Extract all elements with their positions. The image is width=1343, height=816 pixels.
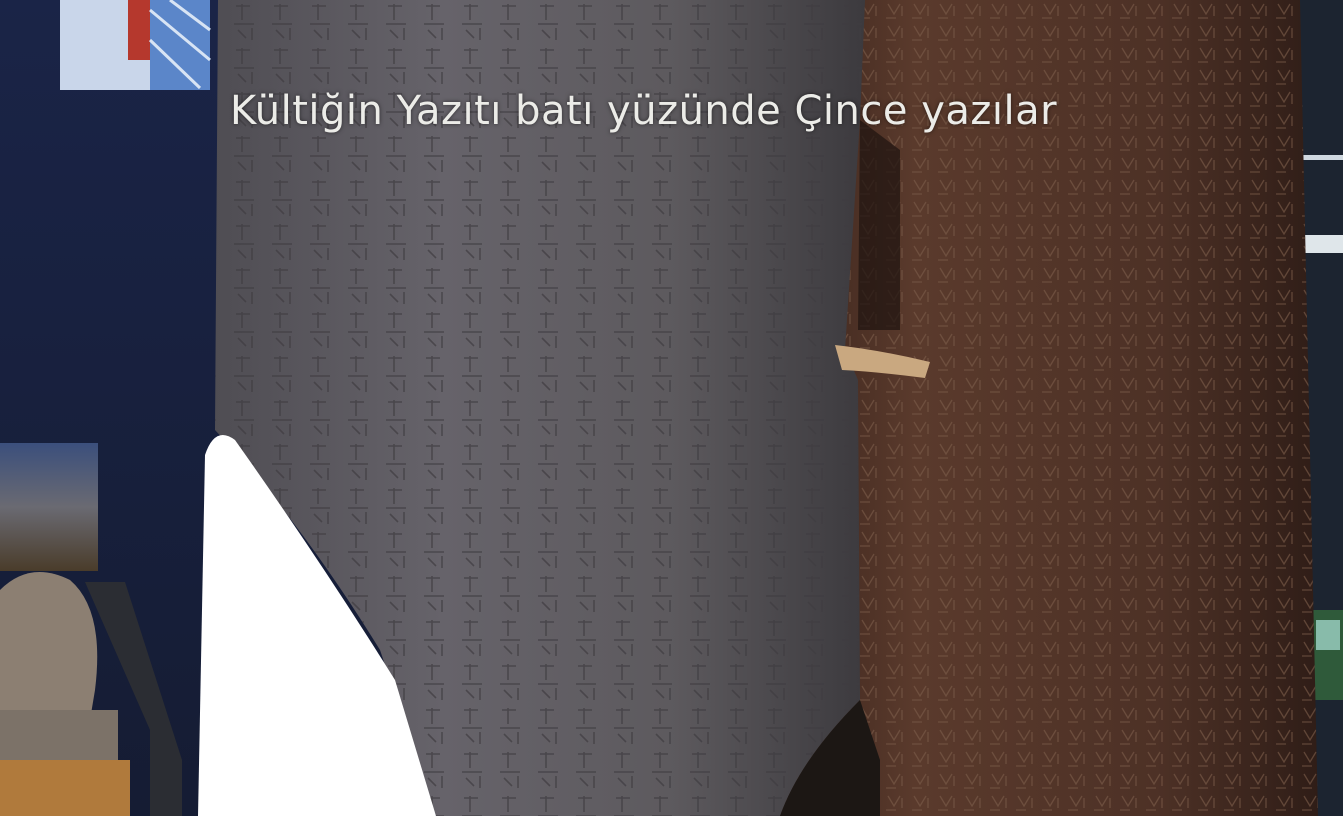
window-frame xyxy=(60,0,210,90)
wall-photo-panel xyxy=(0,443,98,571)
photo-caption: Kültiğin Yazıtı batı yüzünde Çince yazılar xyxy=(230,88,1058,134)
